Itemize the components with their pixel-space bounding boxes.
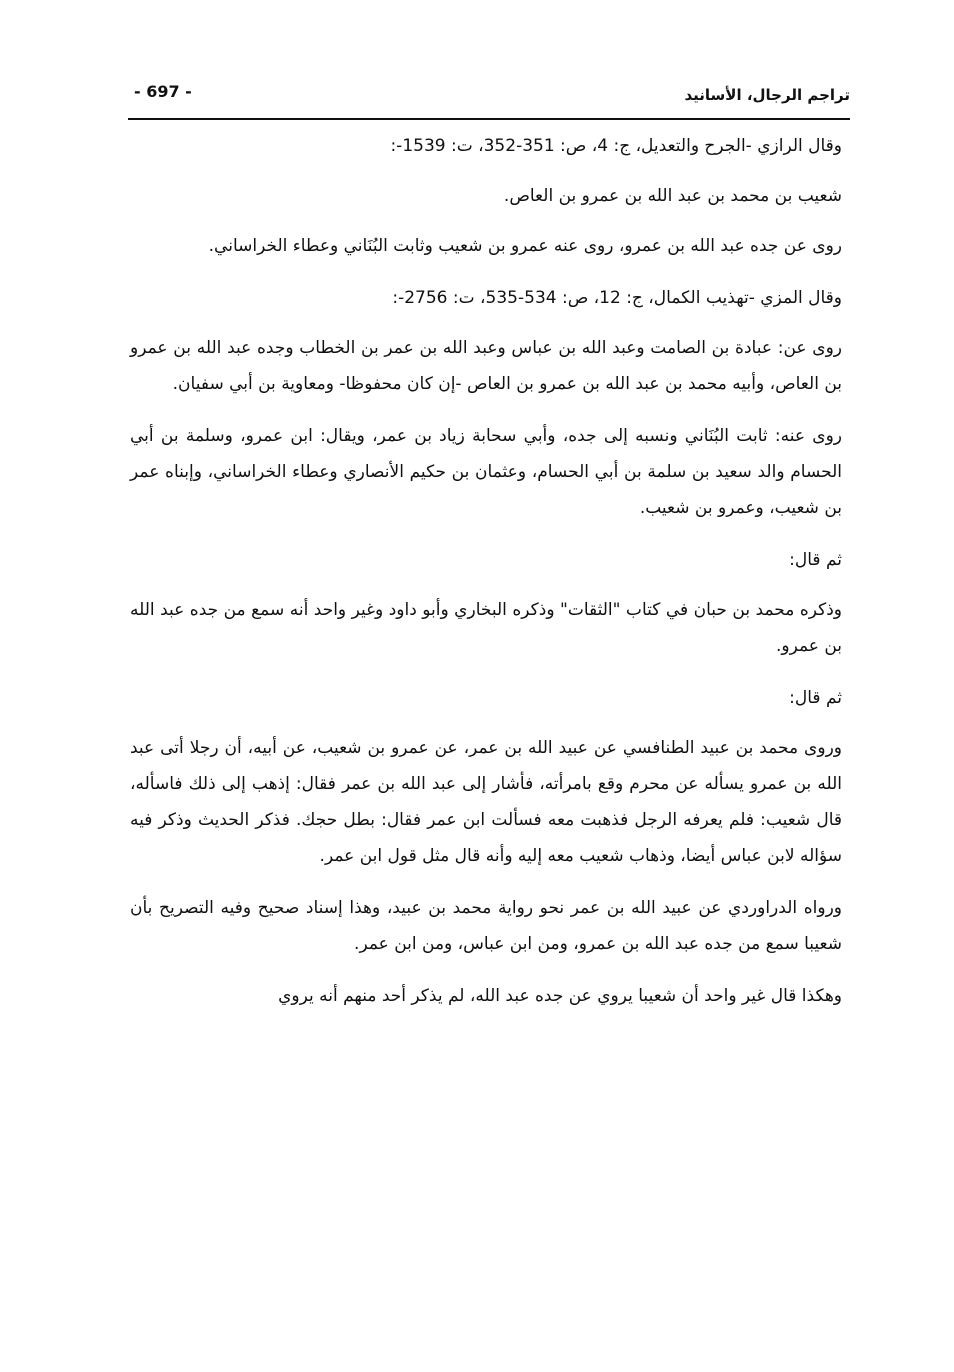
paragraph-narrated-from: روى عن: عبادة بن الصامت وعبد الله بن عباس وعبد الله بن عمر بن الخطاب وجده عبد الله بن عمرو بن العاص، وأبيه محمد بن عبد الله بن عمرو بن العاص -إن كان محفوظا- ومعاوية بن أبي سفيان. (130, 338, 842, 394)
paragraph-narrated-by: روى عنه: ثابت البُنَاني ونسبه إلى جده، وأبي سحابة زياد بن عمر، ويقال: ابن عمرو، وسلمة بن أبي الحسام والد سعيد بن سلمة بن أبي الحسام، وعثمان بن حكيم الأنصاري وعطاء الخراساني، وإبناه عمر بن شعيب، وعمرو بن شعيب. (130, 426, 842, 518)
page-header (128, 82, 850, 114)
paragraph-then-said-1: ثم قال: (789, 550, 842, 570)
paragraph-name: شعيب بن محمد بن عبد الله بن عمرو بن العاص. (503, 186, 842, 206)
running-title: تراجم الرجال، الأسانيد (684, 86, 850, 104)
paragraph-narrations-razi: روى عن جده عبد الله بن عمرو، روى عنه عمرو بن شعيب وثابت البُنَاني وعطاء الخراساني. (208, 236, 842, 256)
body-text (130, 128, 842, 1030)
page-number: - 697 - (134, 82, 192, 101)
header-divider (128, 118, 850, 120)
paragraph-mizzi-citation: وقال المزي -تهذيب الكمال، ج: 12، ص: 534-535، ت: 2756-: (392, 288, 842, 308)
paragraph-tanafisi-narration: وروى محمد بن عبيد الطنافسي عن عبيد الله بن عمر، عن عمرو بن شعيب، عن أبيه، أن رجلا أتى عبد الله بن عمرو يسأله عن محرم وقع بامرأته، فأشار إلى عبد الله بن عمر فقال: إذهب إلى ذلك فاسأله، قال شعيب: فلم يعرفه الرجل فذهبت معه فسألت ابن عمر فقال: بطل حجك. فذكر الحديث وذكر فيه سؤاله لابن عباس أيضا، وذهاب شعيب معه إليه وأنه قال مثل قول ابن عمر. (130, 738, 842, 866)
paragraph-then-said-2: ثم قال: (789, 688, 842, 708)
paragraph-closing: وهكذا قال غير واحد أن شعيبا يروي عن جده عبد الله، لم يذكر أحد منهم أنه يروي (278, 986, 842, 1006)
paragraph-razi-citation: وقال الرازي -الجرح والتعديل، ج: 4، ص: 351-352، ت: 1539-: (390, 136, 842, 156)
paragraph-darawardi: ورواه الدراوردي عن عبيد الله بن عمر نحو رواية محمد بن عبيد، وهذا إسناد صحيح وفيه التصريح بأن شعيبا سمع من جده عبد الله بن عمرو، ومن ابن عباس، ومن ابن عمر. (130, 898, 842, 954)
paragraph-ibn-hibban: وذكره محمد بن حبان في كتاب "الثقات" وذكره البخاري وأبو داود وغير واحد أنه سمع من جده عبد الله بن عمرو. (130, 600, 842, 656)
